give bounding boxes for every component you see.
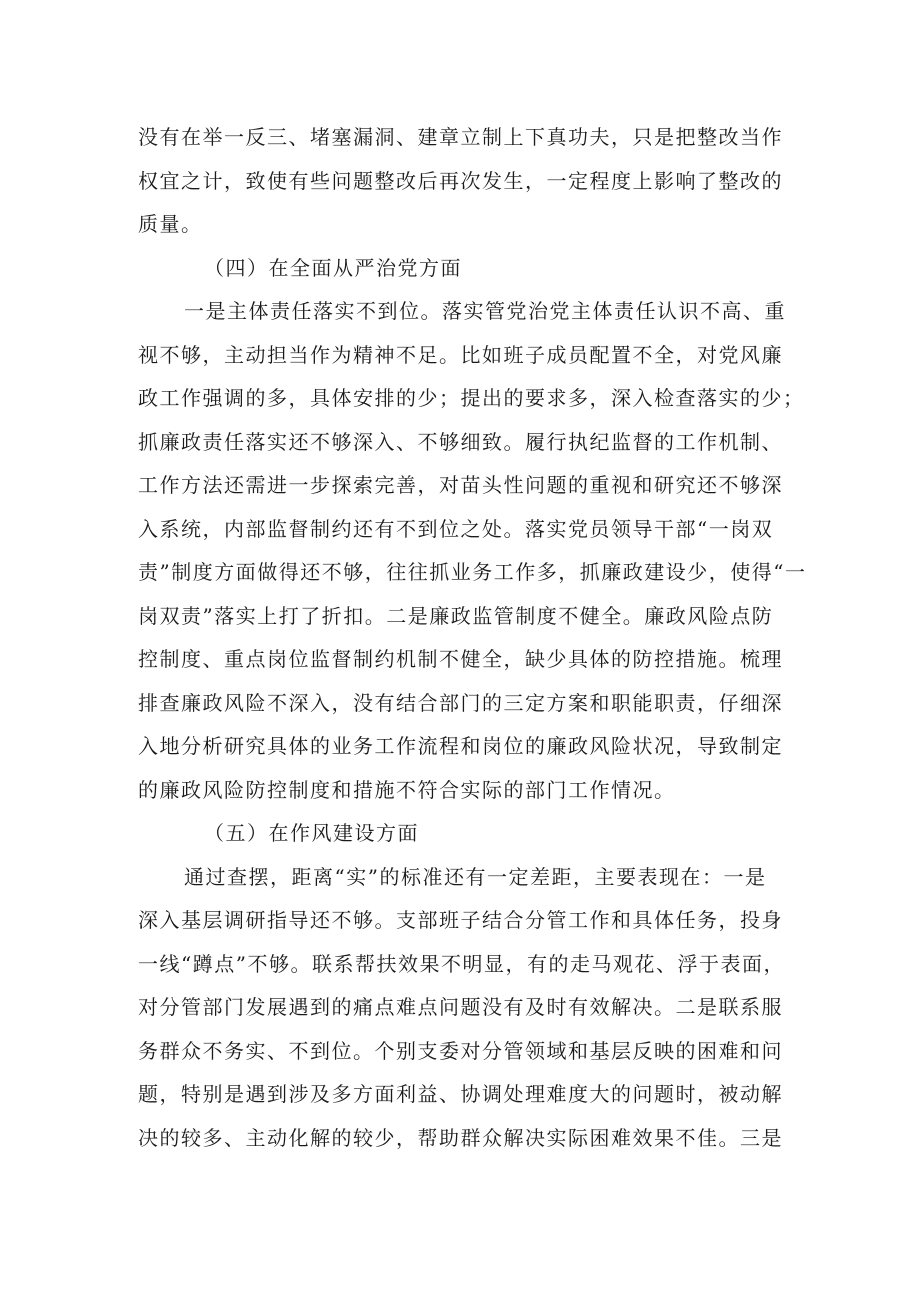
body-text-line: 控制度、重点岗位监督制约机制不健全，缺少具体的防控措施。梳理 xyxy=(138,647,783,671)
body-text-line: 一线“蹲点”不够。联系帮扶效果不明显，有的走马观花、浮于表面， xyxy=(138,951,785,976)
body-text-line: 权宜之计，致使有些问题整改后再次发生，一定程度上影响了整改的 xyxy=(138,168,783,193)
body-text-line: 的廉政风险防控制度和措施不符合实际的部门工作情况。 xyxy=(138,777,676,802)
paragraph-first-line: 一是主体责任落实不到位。落实管党治党主体责任认识不高、重 xyxy=(184,299,786,323)
section-heading-4: （四）在全面从严治党方面 xyxy=(204,255,462,280)
body-text-line: 没有在举一反三、堵塞漏洞、建章立制上下真功夫，只是把整改当作 xyxy=(138,125,783,149)
body-text-line: 政工作强调的多，具体安排的少；提出的要求多，深入检查落实的少； xyxy=(138,386,805,410)
paragraph-first-line: 通过查摆，距离“实”的标准还有一定差距，主要表现在：一是 xyxy=(184,864,767,889)
body-text-line: 决的较多、主动化解的较少，帮助群众解决实际困难效果不佳。三是 xyxy=(138,1125,783,1150)
body-text-line: 视不够，主动担当作为精神不足。比如班子成员配置不全，对党风廉 xyxy=(138,342,783,367)
body-text-line: 责”制度方面做得还不够，往往抓业务工作多，抓廉政建设少，使得“一 xyxy=(138,560,807,584)
body-text-line: 工作方法还需进一步探索完善，对苗头性问题的重视和研究还不够深 xyxy=(138,473,783,497)
body-text-line: 排查廉政风险不深入，没有结合部门的三定方案和职能职责，仔细深 xyxy=(138,690,783,715)
section-heading-5: （五）在作风建设方面 xyxy=(204,821,419,845)
body-text-line: 质量。 xyxy=(138,212,203,236)
document-body xyxy=(138,116,807,1160)
body-text-line: 入地分析研究具体的业务工作流程和岗位的廉政风险状况，导致制定 xyxy=(138,734,783,758)
body-text-line: 务群众不务实、不到位。个别支委对分管领域和基层反映的困难和问 xyxy=(138,1038,783,1063)
body-text-line: 入系统，内部监督制约还有不到位之处。落实党员领导干部“一岗双 xyxy=(138,516,774,541)
body-text-line: 抓廉政责任落实还不够深入、不够细致。履行执纪监督的工作机制、 xyxy=(138,429,783,454)
body-text-line: 岗双责”落实上打了折扣。二是廉政监管制度不健全。廉政风险点防 xyxy=(138,603,774,628)
body-text-line: 深入基层调研指导还不够。支部班子结合分管工作和具体任务，投身 xyxy=(138,908,783,932)
body-text-line: 对分管部门发展遇到的痛点难点问题没有及时有效解决。二是联系服 xyxy=(138,995,783,1019)
body-text-line: 题，特别是遇到涉及多方面利益、协调处理难度大的问题时，被动解 xyxy=(138,1082,783,1106)
